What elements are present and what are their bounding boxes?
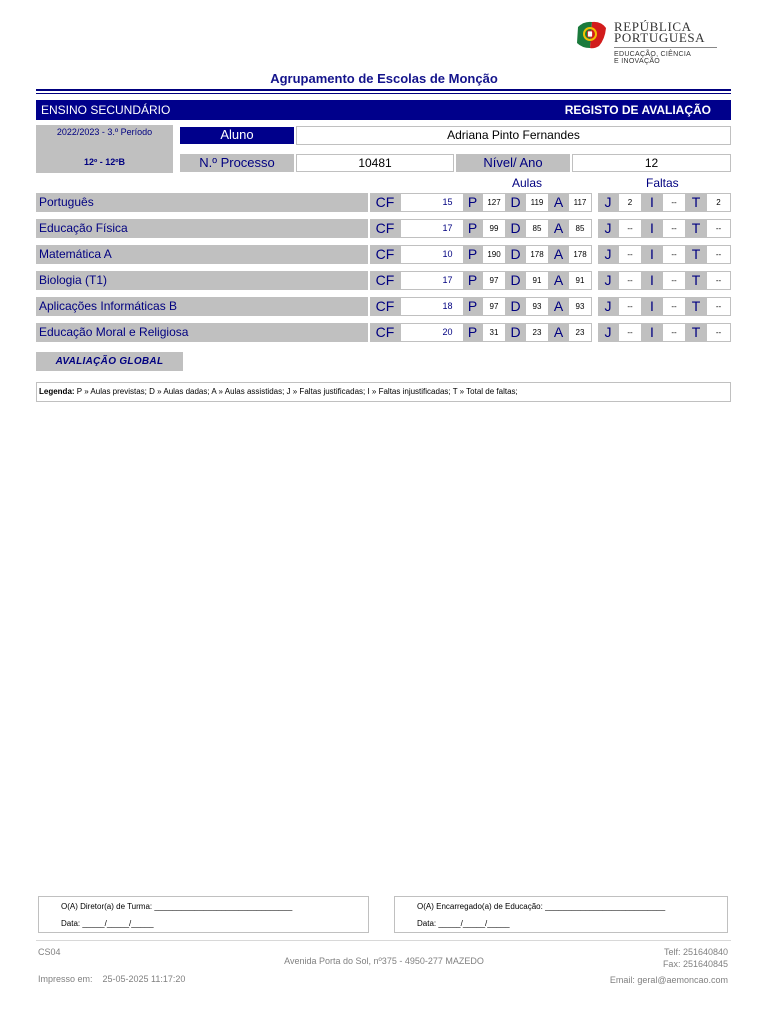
a-label: A (549, 219, 568, 238)
d-value: 91 (525, 271, 549, 290)
j-label: J (598, 245, 618, 264)
document-code: CS04 (38, 947, 61, 957)
subject-row (36, 193, 731, 212)
t-label: T (686, 323, 706, 342)
d-label: D (506, 271, 525, 290)
j-label: J (598, 271, 618, 290)
subject-row (36, 219, 731, 238)
i-value: -- (662, 245, 686, 264)
subject-row (36, 271, 731, 290)
document-title: REGISTO DE AVALIAÇÃO (564, 103, 711, 117)
cf-label: CF (370, 245, 400, 264)
cf-label: CF (370, 193, 400, 212)
i-label: I (642, 323, 662, 342)
p-label: P (463, 271, 482, 290)
subject-name: Educação Física (36, 219, 368, 238)
a-label: A (549, 245, 568, 264)
a-value: 178 (568, 245, 592, 264)
d-label: D (506, 297, 525, 316)
guardian-date-line: Data: _____/_____/_____ (417, 919, 510, 928)
i-label: I (642, 297, 662, 316)
printed-label: Impresso em: (38, 974, 93, 984)
logo-divider (614, 47, 717, 48)
subject-name: Matemática A (36, 245, 368, 264)
i-label: I (642, 219, 662, 238)
d-label: D (506, 219, 525, 238)
email: Email: geral@aemoncao.com (609, 975, 728, 985)
republica-portuguesa-logo (574, 19, 724, 69)
class-label: 12º - 12ºB (83, 157, 126, 167)
portugal-flag-emblem-icon (574, 19, 608, 51)
d-value: 178 (525, 245, 549, 264)
i-label: I (642, 193, 662, 212)
t-value: 2 (706, 193, 731, 212)
d-value: 93 (525, 297, 549, 316)
i-value: -- (662, 219, 686, 238)
a-label: A (549, 323, 568, 342)
logo-title-line1: REPÚBLICA (614, 19, 692, 34)
school-name: Agrupamento de Escolas de Monção (270, 71, 498, 86)
i-value: -- (662, 297, 686, 316)
cf-label: CF (370, 297, 400, 316)
fax: Fax: 251640845 (662, 959, 728, 969)
t-label: T (686, 245, 706, 264)
d-label: D (506, 193, 525, 212)
p-value: 190 (482, 245, 506, 264)
j-value: -- (618, 323, 642, 342)
faltas-column-header: Faltas (646, 176, 679, 190)
i-label: I (642, 245, 662, 264)
cf-label: CF (370, 271, 400, 290)
period-class-box (36, 125, 173, 173)
j-value: -- (618, 219, 642, 238)
processo-label: N.º Processo (180, 154, 294, 172)
telephone: Telf: 251640840 (663, 947, 728, 957)
nivel-ano-value: 12 (572, 154, 731, 172)
cf-label: CF (370, 323, 400, 342)
subject-name: Português (36, 193, 368, 212)
a-value: 85 (568, 219, 592, 238)
t-value: -- (706, 271, 731, 290)
a-value: 93 (568, 297, 592, 316)
j-value: -- (618, 297, 642, 316)
title-bar (36, 100, 731, 120)
j-value: 2 (618, 193, 642, 212)
footer-rule (36, 940, 731, 941)
t-label: T (686, 297, 706, 316)
j-label: J (598, 323, 618, 342)
director-signature-line: O(A) Diretor(a) de Turma: _______________________________ (61, 902, 293, 911)
p-value: 97 (482, 297, 506, 316)
j-label: J (598, 219, 618, 238)
director-signature-box (38, 896, 369, 933)
t-value: -- (706, 219, 731, 238)
cf-value: 17 (400, 271, 495, 290)
cf-value: 20 (400, 323, 495, 342)
i-value: -- (662, 193, 686, 212)
t-label: T (686, 219, 706, 238)
p-value: 31 (482, 323, 506, 342)
t-label: T (686, 193, 706, 212)
printed-value: 25-05-2025 11:17:20 (102, 974, 186, 984)
guardian-signature-line: O(A) Encarregado(a) de Educação: ___________________________ (417, 902, 666, 911)
subject-row (36, 297, 731, 316)
legend (36, 382, 731, 402)
cf-value: 10 (400, 245, 495, 264)
header-rule (36, 89, 731, 91)
subject-name: Biologia (T1) (36, 271, 368, 290)
d-value: 119 (525, 193, 549, 212)
p-value: 127 (482, 193, 506, 212)
i-label: I (642, 271, 662, 290)
j-label: J (598, 297, 618, 316)
header-rule-thin (36, 93, 731, 94)
cf-label: CF (370, 219, 400, 238)
cf-value: 18 (400, 297, 495, 316)
p-value: 97 (482, 271, 506, 290)
d-label: D (506, 323, 525, 342)
p-value: 99 (482, 219, 506, 238)
a-value: 91 (568, 271, 592, 290)
d-value: 23 (525, 323, 549, 342)
t-value: -- (706, 245, 731, 264)
p-label: P (463, 245, 482, 264)
logo-title-line2: PORTUGUESA (614, 30, 706, 45)
p-label: P (463, 193, 482, 212)
subject-name: Aplicações Informáticas B (36, 297, 368, 316)
subject-name: Educação Moral e Religiosa (36, 323, 368, 342)
a-label: A (549, 271, 568, 290)
nivel-ano-label: Nível/ Ano (456, 154, 570, 172)
a-label: A (549, 193, 568, 212)
p-label: P (463, 219, 482, 238)
legend-label: Legenda: (39, 387, 75, 396)
aluno-label: Aluno (180, 127, 294, 144)
processo-value: 10481 (296, 154, 454, 172)
aulas-column-header: Aulas (512, 176, 543, 190)
t-value: -- (706, 297, 731, 316)
subject-row (36, 245, 731, 264)
a-label: A (549, 297, 568, 316)
cf-value: 17 (400, 219, 495, 238)
i-value: -- (662, 271, 686, 290)
subject-row (36, 323, 731, 342)
logo-subtitle-line1: EDUCAÇÃO, CIÊNCIA (614, 51, 692, 58)
j-value: -- (618, 245, 642, 264)
legend-text: P » Aulas previstas; D » Aulas dadas; A » Aulas assistidas; J » Faltas justificadas; I » Faltas injustificadas; T » Total de faltas; (74, 387, 518, 396)
aluno-value: Adriana Pinto Fernandes (296, 126, 731, 145)
school-address: Avenida Porta do Sol, nº375 - 4950-277 MAZEDO (284, 956, 484, 966)
a-value: 23 (568, 323, 592, 342)
d-value: 85 (525, 219, 549, 238)
logo-subtitle-line2: E INOVAÇÃO (614, 58, 661, 65)
a-value: 117 (568, 193, 592, 212)
j-label: J (598, 193, 618, 212)
t-label: T (686, 271, 706, 290)
school-year-period: 2022/2023 - 3.º Período (56, 127, 153, 137)
p-label: P (463, 297, 482, 316)
t-value: -- (706, 323, 731, 342)
d-label: D (506, 245, 525, 264)
director-date-line: Data: _____/_____/_____ (61, 919, 154, 928)
guardian-signature-box (394, 896, 728, 933)
printed-at (38, 974, 185, 984)
j-value: -- (618, 271, 642, 290)
avaliacao-global-button[interactable]: AVALIAÇÃO GLOBAL (36, 352, 183, 371)
i-value: -- (662, 323, 686, 342)
education-level: ENSINO SECUNDÁRIO (41, 103, 171, 117)
cf-value: 15 (400, 193, 495, 212)
p-label: P (463, 323, 482, 342)
